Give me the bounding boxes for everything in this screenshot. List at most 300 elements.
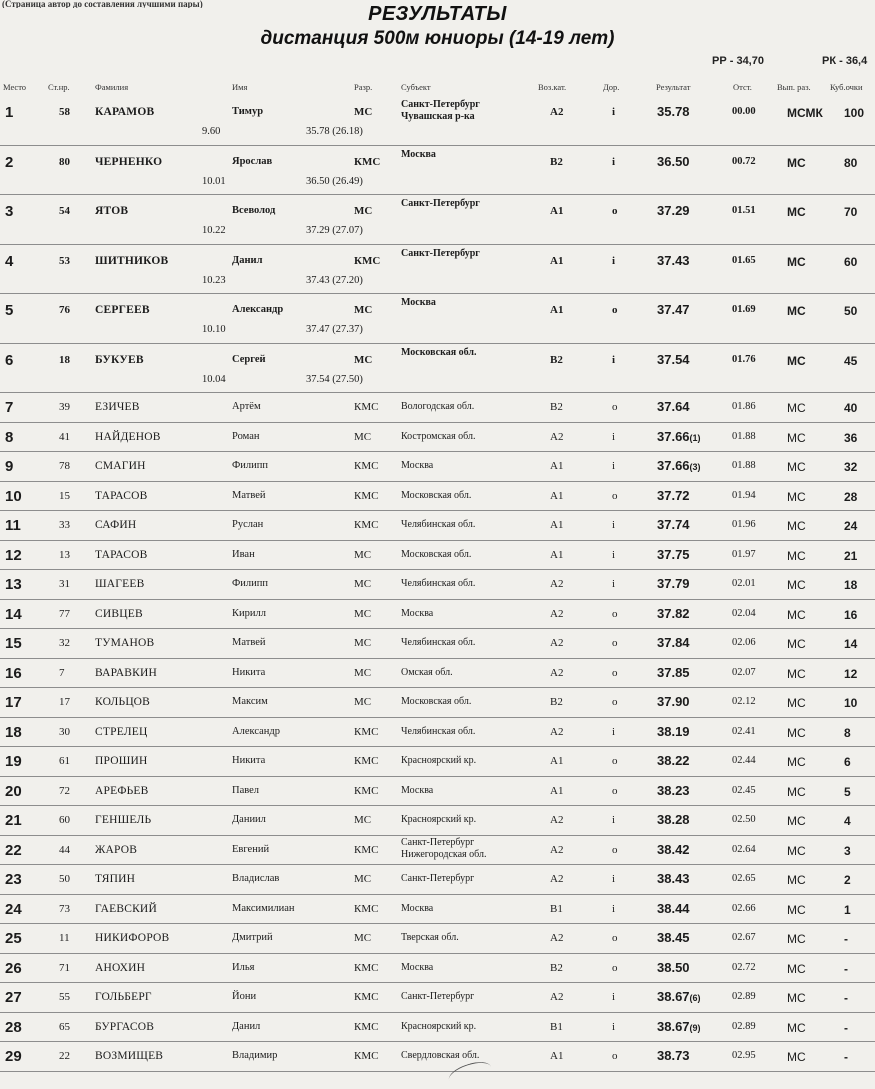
row-name: Руслан (232, 519, 264, 530)
col-bib: Ст.нр. (48, 82, 70, 92)
row-gap: 02.72 (732, 961, 756, 973)
table-row (0, 344, 875, 394)
row-subject: Омская обл. (401, 666, 453, 678)
row-surname: СТРЕЛЕЦ (95, 725, 148, 738)
row-age-category: B2 (550, 961, 563, 974)
row-gap: 02.44 (732, 755, 756, 766)
row-cup-points: - (844, 1020, 848, 1035)
row-subject: Московская обл. (401, 489, 472, 501)
col-place: Место (3, 82, 27, 92)
row-surname: ТУМАНОВ (95, 637, 155, 649)
row-bib: 22 (59, 1050, 70, 1062)
row-result-value: 38.67 (657, 1018, 690, 1034)
row-cup-points: 80 (844, 155, 858, 170)
col-gap: Отст. (733, 82, 752, 92)
row-gap: 02.89 (732, 991, 756, 1002)
row-qualification: МС (787, 155, 806, 170)
row-result (657, 1019, 701, 1034)
col-age: Воз.кат. (538, 82, 567, 92)
row-name: Евгений (232, 843, 270, 855)
row-name: Никита (232, 666, 266, 678)
table-row (0, 570, 875, 600)
table-row (0, 983, 875, 1013)
row-surname: АРЕФЬЕВ (95, 784, 149, 797)
row-bib: 72 (59, 784, 70, 797)
row-rank: КМС (354, 254, 381, 267)
row-gap: 02.65 (732, 873, 756, 884)
row-lane: i (612, 548, 616, 561)
table-row (0, 777, 875, 807)
row-qualification: МС (787, 637, 806, 651)
row-cup-points: - (844, 961, 848, 976)
row-surname: СМАГИН (95, 460, 146, 472)
row-place: 27 (5, 989, 22, 1006)
row-lane: i (612, 1020, 616, 1033)
row-subject: Вологодская обл. (401, 401, 475, 412)
row-surname: ТАРАСОВ (95, 489, 148, 502)
row-subject-line: Нижегородская обл. (401, 848, 487, 860)
col-surname: Фамилия (95, 82, 129, 92)
row-lane: i (612, 814, 616, 826)
row-cup-points: 36 (844, 430, 858, 445)
row-result (657, 842, 690, 857)
row-subject: Тверская обл. (401, 932, 459, 943)
col-cup: Куб.очки (830, 82, 863, 92)
row-gap: 02.12 (732, 696, 756, 707)
row-gap: 01.76 (732, 353, 756, 365)
row-age-category: A1 (550, 784, 564, 797)
row-age-category: A2 (550, 991, 564, 1003)
row-bib: 32 (59, 637, 70, 649)
row-age-category: A1 (550, 205, 564, 217)
row-rank: КМС (354, 460, 379, 472)
row-split-1: 10.22 (202, 225, 226, 236)
row-place: 25 (5, 930, 22, 947)
row-name: Матвей (232, 637, 266, 648)
row-place: 5 (5, 302, 14, 319)
row-bib: 39 (59, 401, 70, 413)
row-gap: 02.06 (732, 637, 756, 648)
row-gap: 01.88 (732, 460, 756, 471)
row-age-category: A1 (550, 548, 564, 561)
table-row (0, 659, 875, 689)
row-result-value: 38.28 (657, 812, 690, 827)
row-result-tie: (1) (689, 432, 701, 443)
row-place: 24 (5, 900, 22, 918)
row-subject: Костромская обл. (401, 430, 476, 442)
row-age-category: B2 (550, 696, 563, 708)
row-result-value: 37.64 (657, 399, 690, 414)
row-bib: 11 (59, 932, 70, 944)
row-result-value: 37.43 (657, 252, 690, 268)
row-qualification: МС (787, 548, 806, 563)
row-result (657, 429, 701, 444)
table-row (0, 718, 875, 748)
row-rank: КМС (354, 401, 379, 413)
row-qualification: МС (787, 1050, 806, 1064)
row-result (657, 635, 690, 650)
row-surname: ТЯПИН (95, 873, 136, 885)
table-row (0, 1042, 875, 1072)
row-result-value: 38.19 (657, 723, 690, 739)
table-row (0, 541, 875, 571)
row-rank: МС (354, 106, 373, 118)
row-subject-line: Санкт-Петербург (401, 836, 475, 848)
row-name: Даниил (232, 814, 266, 825)
row-lane: i (612, 519, 616, 531)
row-cup-points: 12 (844, 666, 858, 681)
row-gap: 02.45 (732, 784, 756, 796)
row-result (657, 960, 690, 975)
table-row (0, 96, 875, 146)
row-age-category: A2 (550, 637, 564, 649)
row-surname: ЕЗИЧЕВ (95, 401, 140, 413)
row-bib: 60 (59, 814, 70, 826)
row-cup-points: 16 (844, 607, 858, 622)
row-rank: КМС (354, 755, 379, 767)
row-result (657, 606, 690, 621)
row-result-value: 38.23 (657, 782, 690, 798)
row-rank: КМС (354, 843, 379, 856)
table-row (0, 747, 875, 777)
row-cup-points: 14 (844, 637, 858, 651)
row-rank: МС (354, 637, 372, 649)
row-result-value: 37.72 (657, 487, 690, 503)
row-age-category: A2 (550, 873, 564, 885)
row-rank: КМС (354, 519, 379, 531)
row-result-value: 37.85 (657, 664, 690, 680)
row-bib: 61 (59, 755, 70, 767)
row-surname: ТАРАСОВ (95, 548, 148, 561)
row-result-value: 37.90 (657, 694, 690, 709)
row-qualification: МС (787, 460, 806, 474)
row-subject: Москва (401, 607, 434, 619)
row-result (657, 154, 690, 169)
row-lane: o (612, 637, 618, 649)
row-bib: 77 (59, 607, 70, 620)
row-name: Артём (232, 401, 261, 412)
row-result (657, 458, 701, 473)
row-cup-points: 32 (844, 460, 858, 474)
row-qualification: МС (787, 814, 806, 828)
row-result (657, 517, 690, 532)
row-surname: КОЛЬЦОВ (95, 696, 151, 708)
row-qualification: МС (787, 205, 806, 219)
row-cup-points: 6 (844, 755, 851, 769)
row-split-1: 10.10 (202, 324, 226, 335)
row-result-value: 38.73 (657, 1048, 690, 1063)
row-subject (401, 837, 486, 861)
row-gap: 02.89 (732, 1020, 756, 1032)
row-cup-points: 50 (844, 304, 858, 318)
row-result (657, 399, 690, 414)
row-surname: ВАРАВКИН (95, 666, 158, 679)
row-result (657, 871, 690, 886)
row-surname: СИВЦЕВ (95, 607, 143, 620)
row-name: Данил (232, 1020, 261, 1032)
row-place: 12 (5, 546, 22, 564)
table-row (0, 688, 875, 718)
row-place: 18 (5, 723, 22, 741)
row-surname: ГАЕВСКИЙ (95, 902, 157, 915)
row-bib: 30 (59, 725, 70, 738)
row-cup-points: 1 (844, 902, 851, 917)
row-qualification: МС (787, 873, 806, 887)
row-qualification: МСМК (787, 106, 823, 120)
row-name: Владислав (232, 873, 280, 884)
row-bib: 33 (59, 519, 70, 531)
row-qualification: МС (787, 902, 806, 917)
row-gap: 00.00 (732, 106, 756, 117)
row-cup-points: 10 (844, 696, 858, 710)
row-age-category: A2 (550, 430, 564, 443)
row-qualification: МС (787, 843, 806, 858)
row-result (657, 352, 690, 367)
row-result (657, 901, 690, 916)
row-split-2: 37.29 (27.07) (306, 225, 363, 236)
table-row (0, 629, 875, 659)
row-gap: 01.94 (732, 489, 756, 501)
row-lane: o (612, 205, 618, 217)
row-lane: o (612, 932, 618, 944)
row-result-value: 38.67 (657, 989, 690, 1004)
row-surname: ШАГЕЕВ (95, 578, 145, 590)
row-bib: 55 (59, 991, 70, 1003)
row-bib: 53 (59, 254, 70, 267)
table-row (0, 294, 875, 344)
row-cup-points: 40 (844, 401, 858, 415)
row-name: Александр (232, 725, 280, 737)
row-surname: СЕРГЕЕВ (95, 304, 150, 316)
row-result-value: 37.74 (657, 517, 690, 532)
row-rank: МС (354, 666, 372, 679)
table-row (0, 423, 875, 453)
row-rank: МС (354, 932, 372, 944)
row-bib: 54 (59, 205, 70, 217)
row-result-value: 37.82 (657, 605, 690, 621)
row-lane: i (612, 873, 616, 885)
row-subject (401, 99, 480, 123)
row-cup-points: 28 (844, 489, 858, 504)
row-result-value: 37.54 (657, 351, 690, 367)
row-lane: i (612, 991, 616, 1003)
row-gap: 01.88 (732, 430, 756, 442)
table-row (0, 600, 875, 630)
row-result-value: 37.66 (657, 458, 690, 473)
row-lane: o (612, 843, 618, 856)
row-gap: 02.01 (732, 578, 756, 589)
row-qualification: МС (787, 489, 806, 504)
row-result (657, 989, 701, 1004)
row-rank: МС (354, 873, 372, 885)
row-subject: Челябинская обл. (401, 637, 476, 648)
row-subject: Московская обл. (401, 346, 477, 358)
row-subject: Красноярский кр. (401, 814, 477, 825)
row-result-tie: (3) (689, 462, 701, 472)
row-gap: 01.97 (732, 548, 756, 560)
row-gap: 00.72 (732, 155, 756, 167)
row-surname: ШИТНИКОВ (95, 254, 169, 267)
row-place: 1 (5, 104, 14, 121)
row-place: 7 (5, 399, 14, 416)
row-rank: КМС (354, 902, 379, 915)
row-lane: o (612, 755, 618, 767)
row-surname: АНОХИН (95, 961, 146, 974)
row-result-tie: (9) (689, 1022, 701, 1033)
row-rank: КМС (354, 784, 379, 797)
row-rank: КМС (354, 991, 379, 1003)
row-split-2: 37.54 (27.50) (306, 373, 363, 385)
row-rank: МС (354, 304, 373, 316)
row-result (657, 547, 690, 562)
row-cup-points: - (844, 1050, 848, 1064)
row-surname: ГЕНШЕЛЬ (95, 814, 152, 826)
row-age-category: B2 (550, 353, 563, 366)
row-age-category: A1 (550, 254, 564, 267)
table-header (0, 80, 875, 96)
col-name: Имя (232, 82, 248, 92)
row-bib: 13 (59, 548, 70, 561)
row-result (657, 694, 690, 709)
row-surname: КАРАМОВ (95, 106, 155, 118)
row-place: 2 (5, 153, 14, 171)
row-result (657, 724, 690, 739)
row-age-category: A2 (550, 607, 564, 620)
row-name: Данил (232, 254, 263, 266)
row-place: 20 (5, 782, 22, 800)
col-rank: Разр. (354, 82, 373, 92)
row-cup-points: 70 (844, 205, 858, 219)
row-age-category: A1 (550, 304, 564, 316)
row-age-category: A2 (550, 578, 564, 590)
row-age-category: A1 (550, 489, 564, 502)
row-gap: 02.07 (732, 666, 756, 678)
row-age-category: A2 (550, 843, 564, 856)
row-cup-points: 100 (844, 106, 865, 120)
row-lane: o (612, 666, 618, 679)
row-cup-points: 4 (844, 814, 851, 828)
row-cup-points: 18 (844, 578, 858, 592)
row-name: Всеволод (232, 205, 276, 216)
row-place: 10 (5, 487, 22, 505)
row-bib: 44 (59, 843, 70, 856)
col-result: Результат (656, 82, 691, 92)
row-result-value: 38.50 (657, 959, 690, 975)
row-place: 29 (5, 1048, 22, 1065)
row-result-value: 38.45 (657, 930, 690, 945)
row-split-1: 10.04 (202, 373, 226, 385)
row-name: Матвей (232, 489, 266, 501)
row-lane: o (612, 1050, 618, 1062)
table-row (0, 511, 875, 541)
table-row (0, 836, 875, 866)
row-age-category: A2 (550, 932, 564, 944)
row-result-value: 37.66 (657, 428, 690, 444)
table-row (0, 924, 875, 954)
row-rank: МС (354, 548, 372, 561)
row-cup-points: 3 (844, 843, 851, 858)
row-name: Никита (232, 755, 266, 766)
row-place: 16 (5, 664, 22, 682)
row-qualification: МС (787, 304, 806, 318)
row-gap: 01.51 (732, 205, 756, 216)
row-split-1: 9.60 (202, 126, 221, 137)
row-place: 22 (5, 841, 22, 859)
table-row (0, 195, 875, 245)
row-rank: КМС (354, 1020, 379, 1033)
row-age-category: A2 (550, 666, 564, 679)
page-subtitle: дистанция 500м юниоры (14-19 лет) (260, 28, 615, 49)
row-cup-points: - (844, 991, 848, 1005)
row-bib: 18 (59, 353, 70, 366)
row-place: 11 (5, 517, 21, 534)
row-split-2: 37.43 (27.20) (306, 274, 363, 286)
row-qualification: МС (787, 519, 806, 533)
row-result (657, 812, 690, 827)
row-lane: o (612, 401, 618, 413)
row-result-value: 37.47 (657, 302, 690, 317)
row-surname: ВОЗМИЩЕВ (95, 1050, 164, 1062)
row-rank: КМС (354, 961, 379, 974)
row-result (657, 203, 690, 218)
table-row (0, 895, 875, 925)
row-rank: КМС (354, 1050, 379, 1062)
table-row (0, 452, 875, 482)
row-surname: САФИН (95, 519, 137, 531)
row-surname: ПРОШИН (95, 755, 148, 767)
row-surname: ЧЕРНЕНКО (95, 155, 163, 168)
row-result (657, 930, 690, 945)
row-place: 23 (5, 871, 22, 888)
row-cup-points: 5 (844, 784, 851, 799)
row-result (657, 488, 690, 503)
row-cup-points: 24 (844, 519, 858, 533)
row-subject: Челябинская обл. (401, 519, 476, 530)
row-subject: Красноярский кр. (401, 1020, 477, 1032)
row-subject: Москва (401, 902, 434, 914)
row-place: 6 (5, 351, 14, 369)
row-qualification: МС (787, 353, 806, 368)
row-split-1: 10.01 (202, 175, 226, 187)
row-place: 19 (5, 753, 22, 770)
row-gap: 01.86 (732, 401, 756, 412)
row-rank: КМС (354, 725, 379, 738)
row-rank: МС (354, 578, 372, 590)
row-rank: МС (354, 814, 372, 826)
row-place: 26 (5, 959, 22, 977)
row-cup-points: 45 (844, 353, 858, 368)
row-subject: Санкт-Петербург (401, 873, 475, 884)
row-qualification: МС (787, 401, 806, 415)
row-result-value: 35.78 (657, 104, 690, 119)
row-cup-points: 8 (844, 725, 851, 740)
row-result (657, 576, 690, 591)
row-result-value: 38.22 (657, 753, 690, 768)
row-surname: ГОЛЬБЕРГ (95, 991, 152, 1003)
row-lane: i (612, 430, 616, 443)
row-lane: o (612, 696, 618, 708)
row-name: Филипп (232, 460, 269, 471)
row-surname: БУКУЕВ (95, 353, 144, 366)
row-name: Роман (232, 430, 260, 442)
col-subject: Субъект (401, 82, 431, 92)
row-rank: КМС (354, 155, 381, 168)
row-lane: i (612, 254, 616, 267)
row-gap: 02.41 (732, 725, 756, 737)
row-lane: o (612, 489, 618, 502)
row-lane: i (612, 460, 616, 472)
row-surname: ЯТОВ (95, 205, 129, 217)
